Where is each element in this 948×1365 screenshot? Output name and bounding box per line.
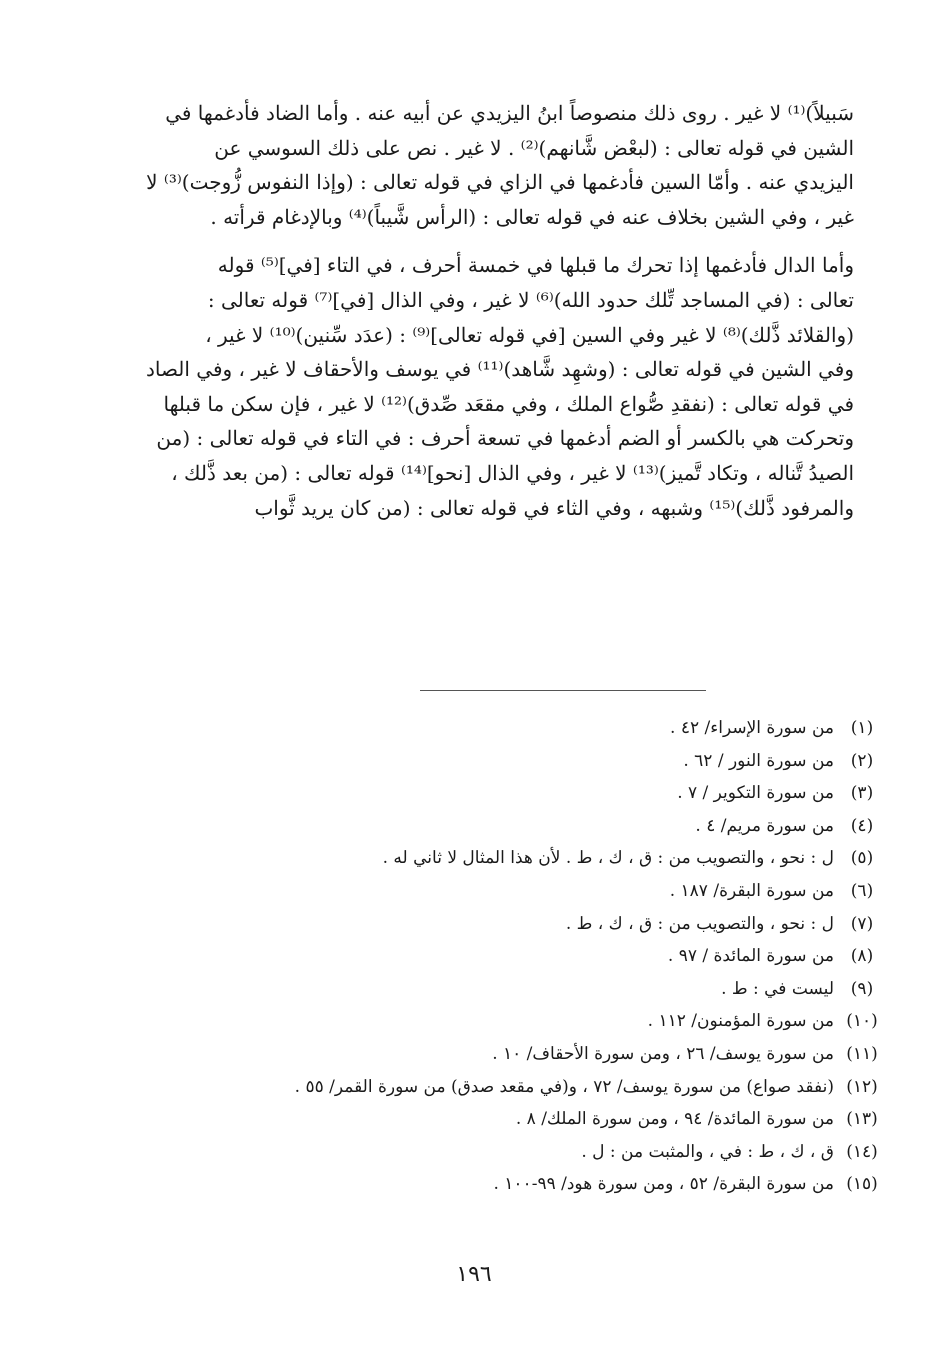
footnote-number: (٣) xyxy=(850,783,874,804)
text-line: وفي الشين في قوله تعالى : (وشهِد شَّاهد)⁽¹¹⁾ في يوسف والأحقاف لا غير ، وفي الصاد xyxy=(145,357,854,382)
text-line: سَبيلاً)⁽¹⁾ لا غير . روى ذلك منصوصاً ابنُ اليزيدي عن أبيه عنه . وأما الضاد فأدغمها في xyxy=(165,101,854,125)
footnote-text: من سورة المائدة / ٩٧ . xyxy=(667,946,834,967)
footnote-text: من سورة يوسف/ ٢٦ ، ومن سورة الأحقاف/ ١٠ . xyxy=(492,1043,834,1064)
text-line: في قوله تعالى : (نفقدِ صُّواع الملك ، وفي مقعَد صِّدق)⁽¹²⁾ لا غير ، فإن سكن ما قبلها xyxy=(163,391,854,416)
footnote-number: (١٤) xyxy=(846,1141,878,1162)
footnote-number: (١٢) xyxy=(846,1076,878,1097)
footnote xyxy=(170,777,890,810)
footnote xyxy=(170,745,890,778)
footnote-text: من سورة النور / ٦٢ . xyxy=(683,750,834,771)
paragraph-1 xyxy=(100,96,854,234)
footnote-number: (٩) xyxy=(850,978,874,999)
text-line: اليزيدي عنه . وأمّا السين فأدغمها في الزاي في قوله تعالى : (وإذا النفوس زُّوجت)⁽³⁾ لا xyxy=(146,170,854,195)
footnote-number: (٨) xyxy=(850,946,874,967)
footnote-text: ق ، ك ، ط : في ، والمثبت من : ل . xyxy=(581,1141,834,1162)
footnotes xyxy=(170,712,890,1201)
footnote-text: من سورة المائدة/ ٩٤ ، ومن سورة الملك/ ٨ . xyxy=(515,1109,834,1130)
footnote xyxy=(170,875,890,908)
footnote-text: ليست في : ط . xyxy=(721,978,834,999)
footnote xyxy=(170,973,890,1006)
footnote-text: من سورة البقرة/ ١٨٧ . xyxy=(669,880,834,901)
text-line: الشين في قوله تعالى : (لبعْض شَّانهم)⁽²⁾ . لا غير . نص على ذلك السوسي عن xyxy=(214,135,854,160)
footnote-text: من سورة المؤمنون/ ١١٢ . xyxy=(647,1011,834,1032)
footnote xyxy=(170,1136,890,1169)
footnote xyxy=(170,810,890,843)
footnote-text: من سورة التكوير / ٧ . xyxy=(677,783,834,804)
footnote-number: (١) xyxy=(850,718,874,738)
footnote xyxy=(170,842,890,875)
footnote xyxy=(170,1005,890,1038)
footnote xyxy=(170,1168,890,1201)
footnote xyxy=(170,1071,890,1104)
main-text xyxy=(100,96,854,539)
footnote xyxy=(170,712,890,745)
paragraph-2 xyxy=(100,248,854,525)
footnote-text: من سورة البقرة/ ٥٢ ، ومن سورة هود/ ٩٩-١٠٠ . xyxy=(493,1174,834,1195)
footnote-number: (٤) xyxy=(850,815,874,836)
footnote-number: (٧) xyxy=(850,913,874,934)
footnote xyxy=(170,940,890,973)
footnote xyxy=(170,1103,890,1136)
footnote xyxy=(170,908,890,941)
footnote-number: (١١) xyxy=(846,1043,878,1064)
text-line: والمرفود ذَّلك)⁽¹⁵⁾ وشبهه ، وفي الثاء في قوله تعالى : (من كان يريد ثَّواب xyxy=(254,495,854,520)
footnote-text: من سورة مريم/ ٤ . xyxy=(695,815,834,836)
footnote-number: (١٥) xyxy=(846,1174,878,1195)
footnote-number: (٢) xyxy=(850,750,874,771)
footnote-text: من سورة الإسراء/ ٤٢ . xyxy=(670,718,834,738)
page-number: ١٩٦ xyxy=(456,1262,492,1287)
footnote-text: ل : نحو ، والتصويب من : ق ، ك ، ط . لأن هذا المثال لا ثاني له . xyxy=(382,848,834,869)
text-line: وأما الدال فأدغمها إذا تحرك ما قبلها في خمسة أحرف ، في التاء [في]⁽⁵⁾ قوله xyxy=(217,253,854,278)
footnote-number: (٦) xyxy=(850,880,874,901)
text-line: (والقلائد ذَّلك)⁽⁸⁾ لا غير وفي السين [في قوله تعالى]⁽⁹⁾ : (عدَد سِّنين)⁽¹⁰⁾ لا غير ، xyxy=(205,322,854,347)
text-line: تعالى : (في المساجد تِّلك حدود الله)⁽⁶⁾ لا غير ، وفي الذال [في]⁽⁷⁾ قوله تعالى : xyxy=(207,287,854,312)
footnote-text: ل : نحو ، والتصويب من : ق ، ك ، ط . xyxy=(565,913,834,934)
footnote-number: (١٠) xyxy=(846,1011,878,1032)
text-line: الصيدُ تَّناله ، وتكاد تَّميز)⁽¹³⁾ لا غير ، وفي الذال [نحو]⁽¹⁴⁾ قوله تعالى : (من بعد ذَّلك ، xyxy=(171,460,854,485)
text-line: غير ، وفي الشين بخلاف عنه في قوله تعالى : (الرأس شَّيباً)⁽⁴⁾ وبالإدغام قرأته . xyxy=(210,204,854,229)
footnote-number: (٥) xyxy=(850,848,874,869)
footnote-separator xyxy=(420,690,706,691)
footnote xyxy=(170,1038,890,1071)
footnote-number: (١٣) xyxy=(846,1109,878,1130)
text-line: وتحركت هي بالكسر أو الضم أدغمها في تسعة أحرف : في التاء في قوله تعالى : (من xyxy=(156,426,854,451)
footnote-text: (نفقد صواع) من سورة يوسف/ ٧٢ ، و(في مقعد صدق) من سورة القمر/ ٥٥ . xyxy=(294,1076,834,1097)
